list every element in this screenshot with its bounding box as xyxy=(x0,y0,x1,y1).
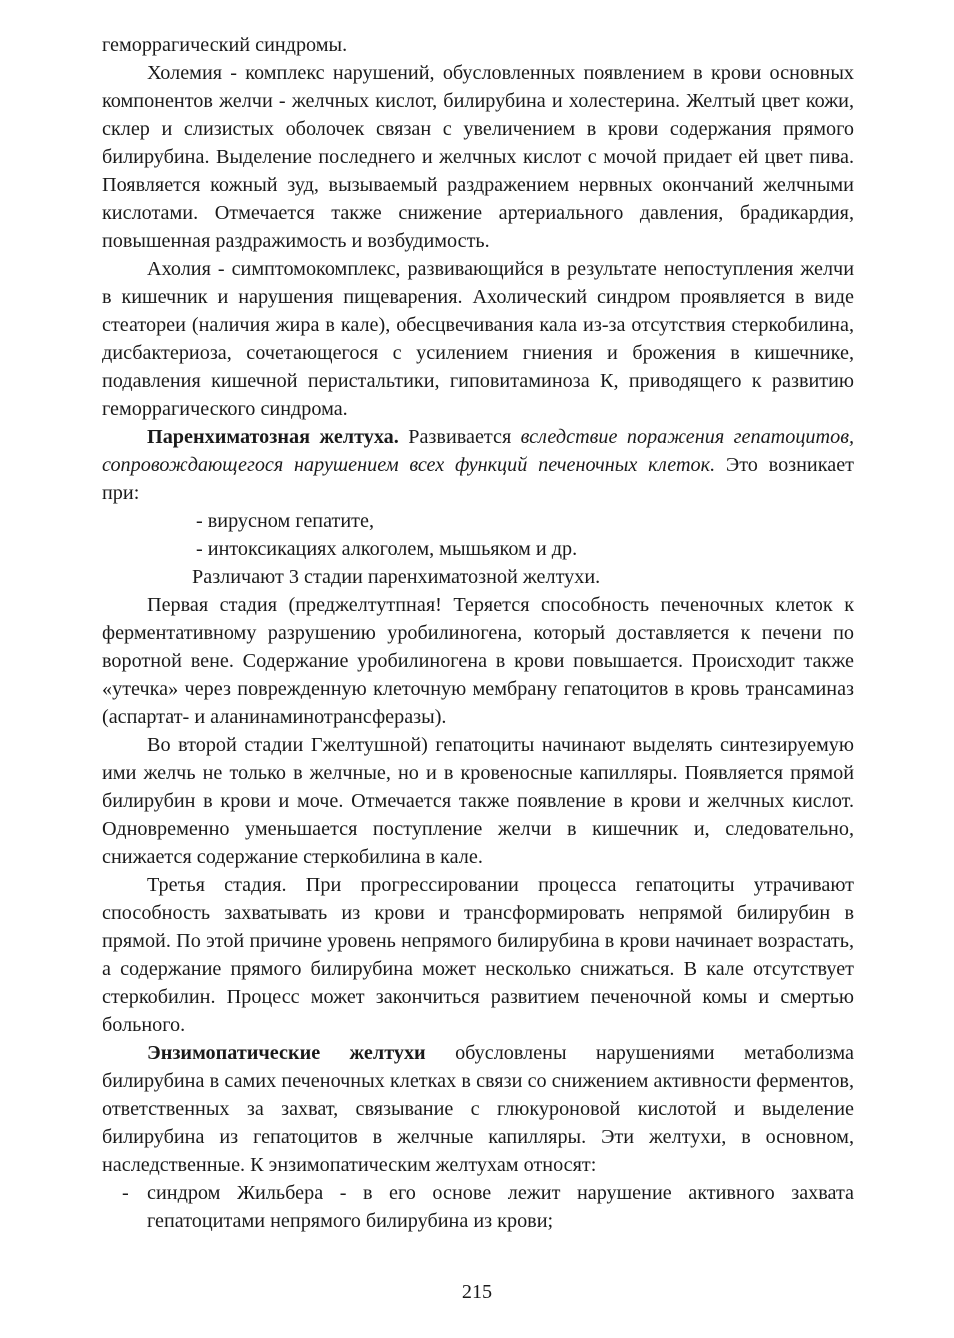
dash-bullet: - xyxy=(122,1182,129,1204)
paragraph-stage-three: Третья стадия. При прогрессировании процесса гепатоциты утрачивают способность захватывать из крови и трансформировать непрямой билирубин в прямой. По этой причине уровень непрямого билирубина в крови начинает возрастать, а содержание прямого билирубина может несколько снижаться. В кале отсутствует стеркобилин. Процесс может закончиться развитием печеночной комы и смертью больного. xyxy=(102,874,854,1036)
paragraph-acholia: Ахолия - симптомокомплекс, развивающийся в результате непоступления желчи в кишечник и нарушения пищеварения. Ахолический синдром проявляется в виде стеатореи (наличия жира в кале), обесцвечивания кала из-за отсутствия стеркобилина, дисбактериоза, сочетающегося с усилением гниения и брожения в кишечнике, подавления кишечной перистальтики, гиповитаминоза К, приводящего к развитию геморрагического синдрома. xyxy=(102,258,854,420)
list-item-gilbert-syndrome xyxy=(102,1179,854,1235)
text-segment: Развивается xyxy=(398,426,521,448)
text-segment: Это возникает при: xyxy=(102,454,854,504)
list-item-intoxication: - интоксикациях алкоголем, мышьяком и др. xyxy=(196,538,578,560)
paragraph-stage-one: Первая стадия (преджелтутпная! Теряется способность печеночных клеток к ферментативному разрушению уробилиногена, который доставляется к печени по воротной вене. Содержание уробилиногена в крови повышается. Происходит также «утечка» через поврежденную клеточную мембрану гепатоцитов в кровь трансаминаз (аспартат- и аланинаминотрансферазы). xyxy=(102,594,854,728)
paragraph-stages-intro: Различают 3 стадии паренхиматозной желтухи. xyxy=(192,566,601,588)
text-segment: обусловлены нарушениями метаболизма билирубина в самих печеночных клетках в связи со снижением активности ферментов, ответственных за захват, связывание с глюкуроновой кислотой и выделение билирубина из гепатоцитов в желчные капилляры. Эти желтухи, в основном, наследственные. К энзимопатическим желтухам относят: xyxy=(102,1042,854,1176)
paragraph-cholemia: Холемия - комплекс нарушений, обусловленных появлением в крови основных компонентов желчи - желчных кислот, билирубина и холестерина. Желтый цвет кожи, склер и слизистых оболочек связан с увеличением в крови содержания прямого билирубина. Выделение последнего и желчных кислот с мочой придает ей цвет пива. Появляется кожный зуд, вызываемый раздражением нервных окончаний желчными кислотами. Отмечается также снижение артериального давления, брадикардия, повышенная раздражимость и возбудимость. xyxy=(102,62,854,252)
italic-definition: вследствие поражения гепатоцитов, сопровождающегося нарушением всех функций печеночных клеток. xyxy=(102,426,855,476)
term-enzymopathic-jaundice: Энзимопатические желтухи xyxy=(147,1042,426,1064)
page-number: 215 xyxy=(461,1281,493,1303)
term-parenchymal-jaundice: Паренхиматозная желтуха. xyxy=(147,426,399,448)
paragraph-parenchymal-jaundice xyxy=(102,423,854,507)
list-item-text: синдром Жильбера - в его основе лежит нарушение активного захвата гепатоцитами непрямого билирубина из крови; xyxy=(147,1182,854,1232)
paragraph-enzymopathic-jaundice xyxy=(102,1039,854,1179)
document-page xyxy=(102,31,854,1235)
list-item-viral-hepatitis: - вирусном гепатите, xyxy=(196,510,374,532)
paragraph-stage-two: Во второй стадии Гжелтушной) гепатоциты начинают выделять синтезируемую ими желчь не только в желчные, но и в кровеносные капилляры. Появляется прямой билирубин в крови и моче. Отмечается также появление в крови и желчных кислот. Одновременно уменьшается поступление желчи в кишечник и, следовательно, снижается содержание стеркобилина в кале. xyxy=(102,734,854,868)
paragraph-continuation: геморрагический синдромы. xyxy=(102,34,348,56)
